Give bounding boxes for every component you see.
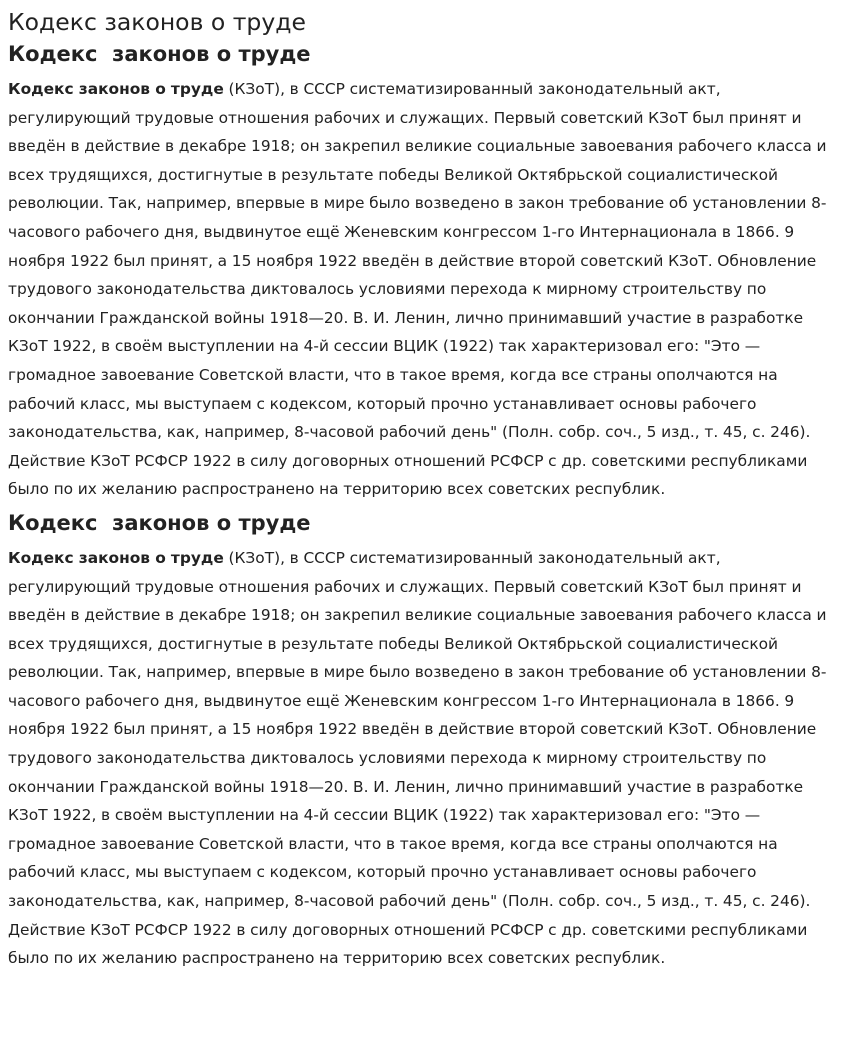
article-1 bbox=[8, 39, 839, 504]
article-heading: Кодекс законов о труде bbox=[8, 510, 311, 535]
article-term: Кодекс законов о труде bbox=[8, 80, 224, 98]
article-text: (КЗоТ), в СССР систематизированный законодательный акт, регулирующий трудовые отношения рабочих и служащих. Первый советский КЗоТ был принят и введён в действие в декабре 1918; он закрепил великие социальные завоевания рабочего класса и всех трудящихся, достигнутые в результате победы Великой Октябрьской социалистической революции. Так, например, впервые в мире было возведено в закон требование об установлении 8-часового рабочего дня, выдвинутое ещё Женевским конгрессом 1-го Интернационала в 1866. 9 ноября 1922 был принят, а 15 ноября 1922 введён в действие второй советский КЗоТ. Обновление трудового законодательства диктовалось условиями перехода к мирному строительству по окончании Гражданской войны 1918—20. В. И. Ленин, лично принимавший участие в разработке КЗоТ 1922, в своём выступлении на 4-й сессии ВЦИК (1922) так характеризовал его: "Это — громадное завоевание Советской власти, что в такое время, когда все страны ополчаются на рабочий класс, мы выступаем с кодексом, который прочно устанавливает основы рабочего законодательства, как, например, 8-часовой рабочий день" (Полн. собр. соч., 5 изд., т. 45, с. 246). Действие КЗоТ РСФСР 1922 в силу договорных отношений РСФСР с др. советскими республиками было по их желанию распространено на территорию всех советских республик. bbox=[8, 80, 827, 499]
article-heading: Кодекс законов о труде bbox=[8, 42, 311, 66]
article-paragraph bbox=[8, 544, 840, 973]
article-term: Кодекс законов о труде bbox=[8, 548, 224, 567]
article-text: (КЗоТ), в СССР систематизированный законодательный акт, регулирующий трудовые отношения рабочих и служащих. Первый советский КЗоТ был принят и введён в действие в декабре 1918; он закрепил великие социальные завоевания рабочего класса и всех трудящихся, достигнутые в результате победы Великой Октябрьской социалистической революции. Так, например, впервые в мире было возведено в закон требование об установлении 8-часового рабочего дня, выдвинутое ещё Женевским конгрессом 1-го Интернационала в 1866. 9 ноября 1922 был принят, а 15 ноября 1922 введён в действие второй советский КЗоТ. Обновление трудового законодательства диктовалось условиями перехода к мирному строительству по окончании Гражданской войны 1918—20. В. И. Ленин, лично принимавший участие в разработке КЗоТ 1922, в своём выступлении на 4-й сессии ВЦИК (1922) так характеризовал его: "Это — громадное завоевание Советской власти, что в такое время, когда все страны ополчаются на рабочий класс, мы выступаем с кодексом, который прочно устанавливает основы рабочего законодательства, как, например, 8-часовой рабочий день" (Полн. собр. соч., 5 изд., т. 45, с. 246). Действие КЗоТ РСФСР 1922 в силу договорных отношений РСФСР с др. советскими республиками было по их желанию распространено на территорию всех советских республик. bbox=[8, 548, 827, 968]
article-paragraph bbox=[8, 75, 840, 504]
article-2 bbox=[8, 508, 839, 973]
page-title: Кодекс законов о труде bbox=[8, 8, 306, 36]
